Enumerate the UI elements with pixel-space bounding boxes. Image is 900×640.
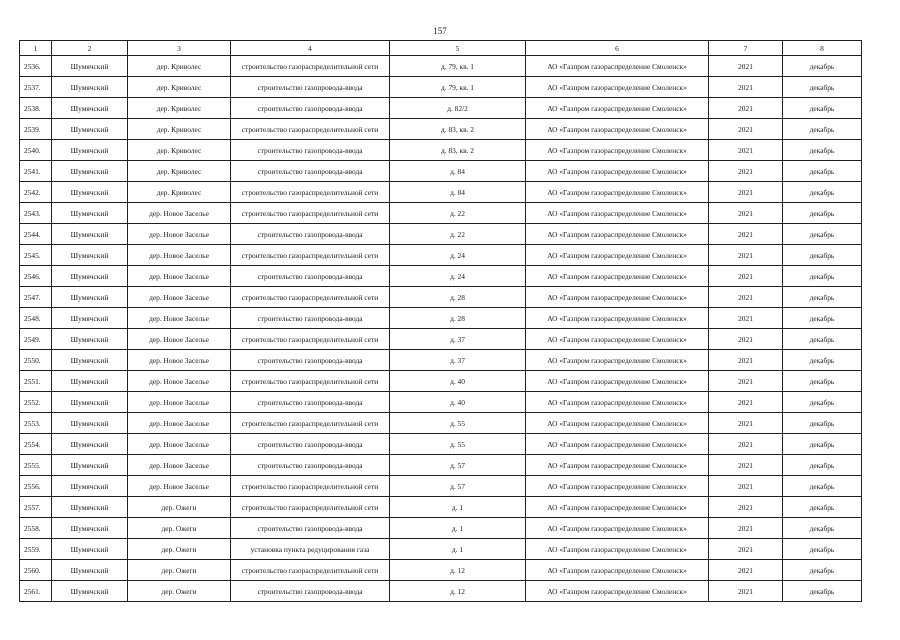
work-type-cell: строительство газопровода-ввода bbox=[231, 77, 390, 98]
column-header-work-type: 4 bbox=[231, 41, 390, 56]
month-cell: декабрь bbox=[783, 245, 862, 266]
settlement-cell: дер. Новое Заселье bbox=[128, 476, 231, 497]
address-cell: д. 1 bbox=[390, 539, 526, 560]
address-cell: д. 79, кв. 1 bbox=[390, 56, 526, 77]
year-cell: 2021 bbox=[709, 560, 783, 581]
organization-cell: АО «Газпром газораспределение Смоленск» bbox=[526, 224, 709, 245]
row-number-cell: 2537. bbox=[20, 77, 52, 98]
year-cell: 2021 bbox=[709, 245, 783, 266]
work-type-cell: строительство газораспределительной сети bbox=[231, 119, 390, 140]
district-cell: Шумячский bbox=[52, 581, 128, 602]
organization-cell: АО «Газпром газораспределение Смоленск» bbox=[526, 371, 709, 392]
address-cell: д. 1 bbox=[390, 497, 526, 518]
row-number-cell: 2540. bbox=[20, 140, 52, 161]
month-cell: декабрь bbox=[783, 476, 862, 497]
district-cell: Шумячский bbox=[52, 539, 128, 560]
month-cell: декабрь bbox=[783, 560, 862, 581]
table-row bbox=[20, 560, 862, 581]
row-number-cell: 2558. bbox=[20, 518, 52, 539]
year-cell: 2021 bbox=[709, 455, 783, 476]
district-cell: Шумячский bbox=[52, 161, 128, 182]
district-cell: Шумячский bbox=[52, 77, 128, 98]
month-cell: декабрь bbox=[783, 329, 862, 350]
month-cell: декабрь bbox=[783, 413, 862, 434]
district-cell: Шумячский bbox=[52, 140, 128, 161]
year-cell: 2021 bbox=[709, 308, 783, 329]
row-number-cell: 2551. bbox=[20, 371, 52, 392]
month-cell: декабрь bbox=[783, 350, 862, 371]
address-cell: д. 57 bbox=[390, 476, 526, 497]
month-cell: декабрь bbox=[783, 161, 862, 182]
settlement-cell: дер. Новое Заселье bbox=[128, 434, 231, 455]
work-type-cell: строительство газопровода-ввода bbox=[231, 392, 390, 413]
organization-cell: АО «Газпром газораспределение Смоленск» bbox=[526, 308, 709, 329]
row-number-cell: 2550. bbox=[20, 350, 52, 371]
district-cell: Шумячский bbox=[52, 98, 128, 119]
work-type-cell: строительство газопровода-ввода bbox=[231, 161, 390, 182]
district-cell: Шумячский bbox=[52, 329, 128, 350]
settlement-cell: дер. Новое Заселье bbox=[128, 371, 231, 392]
row-number-cell: 2543. bbox=[20, 203, 52, 224]
work-type-cell: строительство газопровода-ввода bbox=[231, 434, 390, 455]
table-row bbox=[20, 476, 862, 497]
district-cell: Шумячский bbox=[52, 266, 128, 287]
month-cell: декабрь bbox=[783, 224, 862, 245]
work-type-cell: строительство газораспределительной сети bbox=[231, 413, 390, 434]
year-cell: 2021 bbox=[709, 119, 783, 140]
table-row bbox=[20, 56, 862, 77]
address-cell: д. 24 bbox=[390, 266, 526, 287]
table-row bbox=[20, 161, 862, 182]
organization-cell: АО «Газпром газораспределение Смоленск» bbox=[526, 266, 709, 287]
work-type-cell: строительство газораспределительной сети bbox=[231, 182, 390, 203]
work-type-cell: строительство газопровода-ввода bbox=[231, 455, 390, 476]
district-cell: Шумячский bbox=[52, 203, 128, 224]
month-cell: декабрь bbox=[783, 203, 862, 224]
settlement-cell: дер. Новое Заселье bbox=[128, 245, 231, 266]
settlement-cell: дер. Ожеги bbox=[128, 539, 231, 560]
row-number-cell: 2546. bbox=[20, 266, 52, 287]
table-row bbox=[20, 182, 862, 203]
work-type-cell: установка пункта редуцирования газа bbox=[231, 539, 390, 560]
year-cell: 2021 bbox=[709, 287, 783, 308]
row-number-cell: 2549. bbox=[20, 329, 52, 350]
header-row bbox=[20, 41, 862, 56]
settlement-cell: дер. Новое Заселье bbox=[128, 455, 231, 476]
address-cell: д. 22 bbox=[390, 203, 526, 224]
work-type-cell: строительство газопровода-ввода bbox=[231, 581, 390, 602]
district-cell: Шумячский bbox=[52, 413, 128, 434]
row-number-cell: 2552. bbox=[20, 392, 52, 413]
year-cell: 2021 bbox=[709, 161, 783, 182]
row-number-cell: 2542. bbox=[20, 182, 52, 203]
address-cell: д. 79, кв. 1 bbox=[390, 77, 526, 98]
settlement-cell: дер. Новое Заселье bbox=[128, 308, 231, 329]
year-cell: 2021 bbox=[709, 518, 783, 539]
district-cell: Шумячский bbox=[52, 497, 128, 518]
settlement-cell: дер. Ожеги bbox=[128, 518, 231, 539]
row-number-cell: 2544. bbox=[20, 224, 52, 245]
work-type-cell: строительство газораспределительной сети bbox=[231, 329, 390, 350]
district-cell: Шумячский bbox=[52, 224, 128, 245]
organization-cell: АО «Газпром газораспределение Смоленск» bbox=[526, 56, 709, 77]
work-type-cell: строительство газораспределительной сети bbox=[231, 203, 390, 224]
organization-cell: АО «Газпром газораспределение Смоленск» bbox=[526, 392, 709, 413]
address-cell: д. 84 bbox=[390, 182, 526, 203]
month-cell: декабрь bbox=[783, 434, 862, 455]
table-row bbox=[20, 224, 862, 245]
month-cell: декабрь bbox=[783, 266, 862, 287]
address-cell: д. 24 bbox=[390, 245, 526, 266]
year-cell: 2021 bbox=[709, 392, 783, 413]
work-type-cell: строительство газопровода-ввода bbox=[231, 350, 390, 371]
row-number-cell: 2545. bbox=[20, 245, 52, 266]
settlement-cell: дер. Новое Заселье bbox=[128, 329, 231, 350]
district-cell: Шумячский bbox=[52, 434, 128, 455]
district-cell: Шумячский bbox=[52, 350, 128, 371]
organization-cell: АО «Газпром газораспределение Смоленск» bbox=[526, 182, 709, 203]
district-cell: Шумячский bbox=[52, 518, 128, 539]
month-cell: декабрь bbox=[783, 56, 862, 77]
year-cell: 2021 bbox=[709, 413, 783, 434]
work-type-cell: строительство газораспределительной сети bbox=[231, 287, 390, 308]
table-row bbox=[20, 497, 862, 518]
address-cell: д. 12 bbox=[390, 581, 526, 602]
settlement-cell: дер. Новое Заселье bbox=[128, 413, 231, 434]
address-cell: д. 22 bbox=[390, 224, 526, 245]
table-row bbox=[20, 455, 862, 476]
district-cell: Шумячский bbox=[52, 287, 128, 308]
address-cell: д. 57 bbox=[390, 455, 526, 476]
address-cell: д. 82/2 bbox=[390, 98, 526, 119]
year-cell: 2021 bbox=[709, 98, 783, 119]
settlement-cell: дер. Новое Заселье bbox=[128, 224, 231, 245]
district-cell: Шумячский bbox=[52, 245, 128, 266]
column-header-month: 8 bbox=[783, 41, 862, 56]
month-cell: декабрь bbox=[783, 539, 862, 560]
table-row bbox=[20, 98, 862, 119]
table-row bbox=[20, 581, 862, 602]
table-row bbox=[20, 140, 862, 161]
table-row bbox=[20, 329, 862, 350]
table-row bbox=[20, 539, 862, 560]
table-row bbox=[20, 518, 862, 539]
organization-cell: АО «Газпром газораспределение Смоленск» bbox=[526, 287, 709, 308]
organization-cell: АО «Газпром газораспределение Смоленск» bbox=[526, 203, 709, 224]
row-number-cell: 2541. bbox=[20, 161, 52, 182]
year-cell: 2021 bbox=[709, 539, 783, 560]
year-cell: 2021 bbox=[709, 182, 783, 203]
column-header-organization: 6 bbox=[526, 41, 709, 56]
table-row bbox=[20, 413, 862, 434]
address-cell: д. 12 bbox=[390, 560, 526, 581]
table-row bbox=[20, 77, 862, 98]
work-type-cell: строительство газораспределительной сети bbox=[231, 56, 390, 77]
work-type-cell: строительство газопровода-ввода bbox=[231, 224, 390, 245]
organization-cell: АО «Газпром газораспределение Смоленск» bbox=[526, 434, 709, 455]
organization-cell: АО «Газпром газораспределение Смоленск» bbox=[526, 518, 709, 539]
organization-cell: АО «Газпром газораспределение Смоленск» bbox=[526, 77, 709, 98]
month-cell: декабрь bbox=[783, 518, 862, 539]
settlement-cell: дер. Новое Заселье bbox=[128, 287, 231, 308]
row-number-cell: 2555. bbox=[20, 455, 52, 476]
column-header-district: 2 bbox=[52, 41, 128, 56]
organization-cell: АО «Газпром газораспределение Смоленск» bbox=[526, 245, 709, 266]
district-cell: Шумячский bbox=[52, 56, 128, 77]
address-cell: д. 37 bbox=[390, 350, 526, 371]
month-cell: декабрь bbox=[783, 98, 862, 119]
table-row bbox=[20, 392, 862, 413]
year-cell: 2021 bbox=[709, 581, 783, 602]
settlement-cell: дер. Криволес bbox=[128, 56, 231, 77]
row-number-cell: 2559. bbox=[20, 539, 52, 560]
month-cell: декабрь bbox=[783, 581, 862, 602]
column-header-settlement: 3 bbox=[128, 41, 231, 56]
district-cell: Шумячский bbox=[52, 371, 128, 392]
address-cell: д. 40 bbox=[390, 392, 526, 413]
column-header-year: 7 bbox=[709, 41, 783, 56]
month-cell: декабрь bbox=[783, 392, 862, 413]
column-header-number: 1 bbox=[20, 41, 52, 56]
address-cell: д. 83, кв. 2 bbox=[390, 119, 526, 140]
organization-cell: АО «Газпром газораспределение Смоленск» bbox=[526, 350, 709, 371]
table-row bbox=[20, 266, 862, 287]
settlement-cell: дер. Криволес bbox=[128, 98, 231, 119]
work-type-cell: строительство газораспределительной сети bbox=[231, 371, 390, 392]
district-cell: Шумячский bbox=[52, 455, 128, 476]
settlement-cell: дер. Криволес bbox=[128, 140, 231, 161]
page-number: 157 bbox=[433, 26, 447, 36]
settlement-cell: дер. Ожеги bbox=[128, 497, 231, 518]
settlement-cell: дер. Криволес bbox=[128, 161, 231, 182]
table-row bbox=[20, 119, 862, 140]
address-cell: д. 40 bbox=[390, 371, 526, 392]
organization-cell: АО «Газпром газораспределение Смоленск» bbox=[526, 455, 709, 476]
work-type-cell: строительство газораспределительной сети bbox=[231, 476, 390, 497]
work-type-cell: строительство газораспределительной сети bbox=[231, 560, 390, 581]
district-cell: Шумячский bbox=[52, 182, 128, 203]
organization-cell: АО «Газпром газораспределение Смоленск» bbox=[526, 476, 709, 497]
row-number-cell: 2557. bbox=[20, 497, 52, 518]
work-type-cell: строительство газопровода-ввода bbox=[231, 140, 390, 161]
gasification-table bbox=[19, 40, 862, 602]
month-cell: декабрь bbox=[783, 119, 862, 140]
organization-cell: АО «Газпром газораспределение Смоленск» bbox=[526, 140, 709, 161]
settlement-cell: дер. Ожеги bbox=[128, 581, 231, 602]
organization-cell: АО «Газпром газораспределение Смоленск» bbox=[526, 119, 709, 140]
row-number-cell: 2539. bbox=[20, 119, 52, 140]
settlement-cell: дер. Криволес bbox=[128, 119, 231, 140]
table-row bbox=[20, 203, 862, 224]
work-type-cell: строительство газораспределительной сети bbox=[231, 497, 390, 518]
district-cell: Шумячский bbox=[52, 560, 128, 581]
row-number-cell: 2553. bbox=[20, 413, 52, 434]
year-cell: 2021 bbox=[709, 77, 783, 98]
table-row bbox=[20, 245, 862, 266]
address-cell: д. 37 bbox=[390, 329, 526, 350]
table-row bbox=[20, 308, 862, 329]
year-cell: 2021 bbox=[709, 224, 783, 245]
organization-cell: АО «Газпром газораспределение Смоленск» bbox=[526, 497, 709, 518]
settlement-cell: дер. Новое Заселье bbox=[128, 266, 231, 287]
year-cell: 2021 bbox=[709, 434, 783, 455]
row-number-cell: 2560. bbox=[20, 560, 52, 581]
settlement-cell: дер. Ожеги bbox=[128, 560, 231, 581]
row-number-cell: 2556. bbox=[20, 476, 52, 497]
row-number-cell: 2554. bbox=[20, 434, 52, 455]
row-number-cell: 2538. bbox=[20, 98, 52, 119]
table-row bbox=[20, 287, 862, 308]
address-cell: д. 55 bbox=[390, 413, 526, 434]
district-cell: Шумячский bbox=[52, 119, 128, 140]
year-cell: 2021 bbox=[709, 350, 783, 371]
work-type-cell: строительство газопровода-ввода bbox=[231, 98, 390, 119]
month-cell: декабрь bbox=[783, 287, 862, 308]
organization-cell: АО «Газпром газораспределение Смоленск» bbox=[526, 560, 709, 581]
settlement-cell: дер. Новое Заселье bbox=[128, 203, 231, 224]
row-number-cell: 2547. bbox=[20, 287, 52, 308]
year-cell: 2021 bbox=[709, 140, 783, 161]
month-cell: декабрь bbox=[783, 308, 862, 329]
organization-cell: АО «Газпром газораспределение Смоленск» bbox=[526, 413, 709, 434]
organization-cell: АО «Газпром газораспределение Смоленск» bbox=[526, 98, 709, 119]
month-cell: декабрь bbox=[783, 182, 862, 203]
row-number-cell: 2561. bbox=[20, 581, 52, 602]
work-type-cell: строительство газопровода-ввода bbox=[231, 518, 390, 539]
organization-cell: АО «Газпром газораспределение Смоленск» bbox=[526, 539, 709, 560]
month-cell: декабрь bbox=[783, 140, 862, 161]
address-cell: д. 28 bbox=[390, 308, 526, 329]
year-cell: 2021 bbox=[709, 497, 783, 518]
address-cell: д. 1 bbox=[390, 518, 526, 539]
table-body bbox=[20, 56, 862, 602]
table-row bbox=[20, 434, 862, 455]
district-cell: Шумячский bbox=[52, 392, 128, 413]
table-row bbox=[20, 371, 862, 392]
year-cell: 2021 bbox=[709, 329, 783, 350]
settlement-cell: дер. Криволес bbox=[128, 182, 231, 203]
organization-cell: АО «Газпром газораспределение Смоленск» bbox=[526, 161, 709, 182]
work-type-cell: строительство газораспределительной сети bbox=[231, 245, 390, 266]
address-cell: д. 28 bbox=[390, 287, 526, 308]
month-cell: декабрь bbox=[783, 371, 862, 392]
district-cell: Шумячский bbox=[52, 476, 128, 497]
year-cell: 2021 bbox=[709, 266, 783, 287]
row-number-cell: 2548. bbox=[20, 308, 52, 329]
month-cell: декабрь bbox=[783, 455, 862, 476]
organization-cell: АО «Газпром газораспределение Смоленск» bbox=[526, 329, 709, 350]
address-cell: д. 55 bbox=[390, 434, 526, 455]
year-cell: 2021 bbox=[709, 476, 783, 497]
year-cell: 2021 bbox=[709, 371, 783, 392]
row-number-cell: 2536. bbox=[20, 56, 52, 77]
settlement-cell: дер. Новое Заселье bbox=[128, 350, 231, 371]
work-type-cell: строительство газопровода-ввода bbox=[231, 266, 390, 287]
settlement-cell: дер. Новое Заселье bbox=[128, 392, 231, 413]
organization-cell: АО «Газпром газораспределение Смоленск» bbox=[526, 581, 709, 602]
year-cell: 2021 bbox=[709, 203, 783, 224]
address-cell: д. 83, кв. 2 bbox=[390, 140, 526, 161]
settlement-cell: дер. Криволес bbox=[128, 77, 231, 98]
column-header-address: 5 bbox=[390, 41, 526, 56]
district-cell: Шумячский bbox=[52, 308, 128, 329]
year-cell: 2021 bbox=[709, 56, 783, 77]
table-row bbox=[20, 350, 862, 371]
address-cell: д. 84 bbox=[390, 161, 526, 182]
month-cell: декабрь bbox=[783, 497, 862, 518]
work-type-cell: строительство газопровода-ввода bbox=[231, 308, 390, 329]
month-cell: декабрь bbox=[783, 77, 862, 98]
